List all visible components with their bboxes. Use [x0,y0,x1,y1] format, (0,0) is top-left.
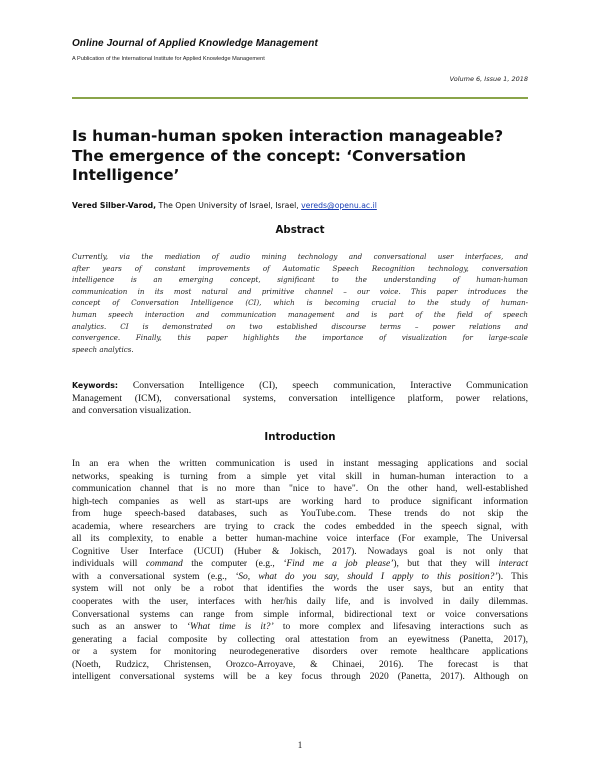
abstract-line: communication in its most natural and primitive channel – our voice. This paper introduces the [72,286,528,296]
paper-title [72,127,528,186]
keywords-line [72,380,528,393]
keywords-text: Conversation Intelligence (CI), speech communication, Interactive Communication [118,380,528,391]
body-line: In an era when the written communication is used in instant messaging applications and social [72,459,528,469]
body-italic-run: ‘What time is it?’ [186,622,274,633]
header-rule [72,97,528,99]
body-text-run: with a conversational system (e.g., [72,571,236,582]
abstract-heading: Abstract [275,225,325,236]
abstract-text [72,251,528,355]
body-text-run: the computer (e.g., [182,559,284,570]
body-italic-run: command [145,559,183,570]
introduction-heading: Introduction [264,432,336,443]
body-text-run: ), but that they will [393,559,499,570]
author-email-link[interactable]: vereds@openu.ac.il [301,201,377,210]
body-line: all its complexity, to enable a better human-machine voice interface (For example, The Universal [72,534,528,545]
author-name: Vered Silber-Varod, [72,201,157,210]
body-text-run: such as an answer to [72,622,187,633]
abstract-line: speech analytics. [72,344,134,354]
body-line: or a system for monitoring neurodegenerative disorders over remote healthcare applications [72,647,528,658]
keywords-block [72,380,528,418]
body-text-run: ). This [497,571,528,582]
abstract-line: analytics. CI is demonstrated on two established discourse terms – power relations and [72,321,528,331]
body-line: communication channel that is no more than "nice to have". On the other hand, well-established [72,484,528,495]
body-line: Cognitive User Interface (UCUI) (Huber & Jokisch, 2017). Nowadays goal is not only that [72,546,528,557]
body-text-run: individuals will [72,559,146,570]
body-line: from huge speech-based databases, such as YouTube.com. These trends do not skip the [72,509,528,520]
volume-issue: Volume 6, Issue 1, 2018 [449,75,528,83]
title-line: Intelligence’ [72,166,180,184]
body-italic-run: ‘So, what do you say, should I apply to this position?’ [235,571,498,582]
body-line: (Noeth, Rudzicz, Christensen, Orozco-Arroyave, & Chinaei, 2016). The forecast is that [72,659,528,670]
author-line [72,201,528,210]
abstract-line: human speech interaction and communication management and is part of the field of speech [72,309,528,319]
title-line: Is human-human spoken interaction manageable? [72,127,504,145]
body-line [72,571,528,584]
body-line: system will not only be a robot that identifies the words the user says, but an entity that [72,584,528,595]
body-italic-run: ‘Find me a job please’ [283,559,394,570]
body-line: academia, where researchers are trying to crack the codes embedded in the speech signal, with [72,521,528,532]
introduction-body [72,458,528,684]
body-italic-run: interact [498,559,529,570]
abstract-line: convergence. Finally, this paper highlights the importance of visualization for large-scale [72,333,528,343]
body-line [72,621,528,634]
title-line: The emergence of the concept: ‘Conversation [72,146,466,165]
abstract-line: Currently, via the mediation of audio mining technology and conversational user interfaces, and [72,252,528,261]
keywords-label: Keywords: [72,381,119,390]
body-line: cooperates with the user, interfaces with her/his daily life, and is involved in daily dilemmas. [72,597,528,608]
abstract-line: concept of Conversation Intelligence (CI), which is becoming crucial to the study of human- [72,298,528,308]
body-line [72,558,528,571]
body-line: networks, speaking is turning from a simple yet vital skill in human-human interaction to a [72,471,528,482]
body-line: generating a facial composite by collecting oral attestation from an eyewitness (Panetta, 2017), [72,634,528,645]
body-text-run: to more complex and lifesaving interactions such as [273,622,528,633]
body-line: intelligent conversational systems will be a key focus through 2020 (Panetta, 2017). Although on [72,672,528,683]
publisher-line: A Publication of the International Institute for Applied Knowledge Management [72,56,265,62]
keywords-line: Management (ICM), conversational systems, conversation intelligence platform, power relations, [72,392,528,404]
abstract-line: intelligence is an emerging concept, significant to the understanding of human-human [72,275,528,285]
journal-title: Online Journal of Applied Knowledge Management [72,38,318,49]
body-line: high-tech companies as well as start-ups are working hard to produce significant information [72,496,528,507]
page-number: 1 [297,740,303,750]
body-line: Conversational systems can range from simple informal, bidirectional text or voice conversations [72,609,528,620]
abstract-line: after years of constant improvements of Automatic Speech Recognition technology, conversation [72,263,528,273]
keywords-line: and conversation visualization. [72,405,192,416]
author-affiliation: The Open University of Israel, Israel, [156,201,302,210]
